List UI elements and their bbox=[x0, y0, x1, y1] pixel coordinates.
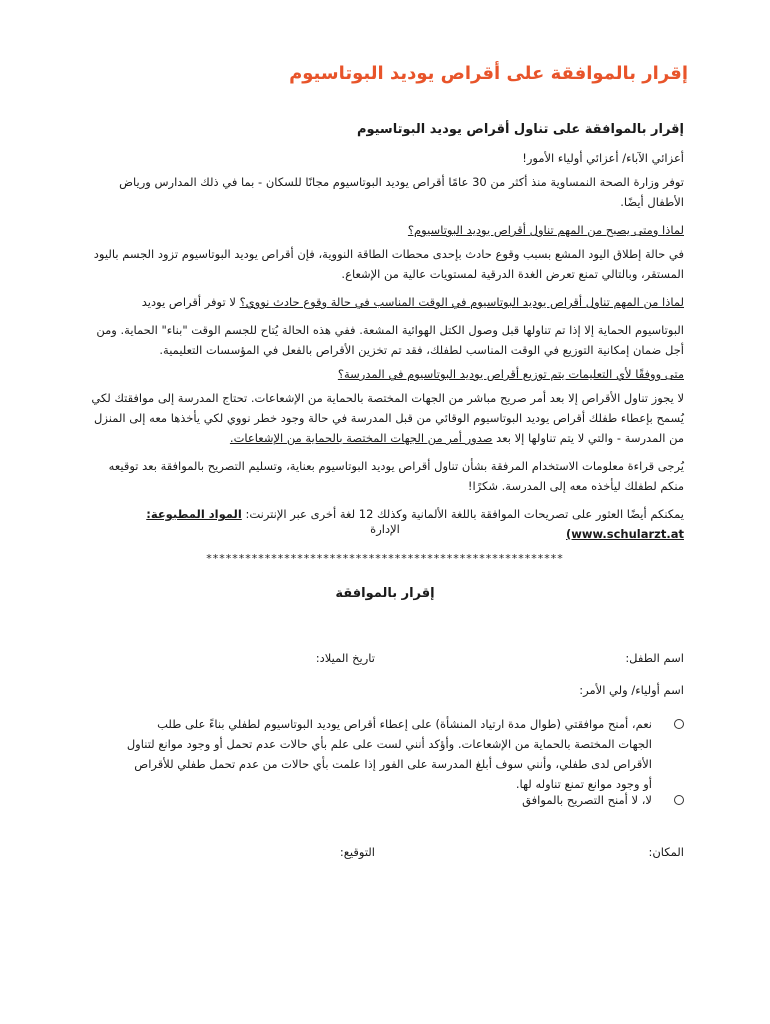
answer-3-text: لا يجوز تناول الأقراص إلا بعد أمر صريح مباشر من الجهات المختصة بالحماية من الإشعاعات. تحتاج المدرسة إلى موافقتك لكي يُسمح بإعطاء طفلك أقراص يوديد البوتاسيوم الوقائي من قبل المدرسة في حالة وجود خطر نووي لكي يأخذها معه إلى المنزل من المدرسة - والتي لا يتم تناولها إلا بعد bbox=[91, 391, 684, 445]
schularzt-link[interactable]: (www.schularzt.at bbox=[566, 527, 684, 541]
consent-yes-radio[interactable] bbox=[674, 719, 684, 729]
intro-paragraph: توفر وزارة الصحة النمساوية منذ أكثر من 30 عامًا أقراص يوديد البوتاسيوم مجانًا للسكان - بما في ذلك المدارس ورياض الأطفال أيضًا. bbox=[119, 175, 684, 209]
request-paragraph: يُرجى قراءة معلومات الاستخدام المرفقة بشأن تناول أقراص يوديد البوتاسيوم بعناية، وتسليم التصريح بالموافقة بعد توقيعه منكم لطفلك ليأخذه معه إلى المدرسة. شكرًا! bbox=[108, 459, 684, 493]
signature-label: التوقيع: bbox=[339, 845, 375, 859]
consent-yes-text: نعم، أمنح موافقتي (طوال مدة ارتياد المنشأة) على إعطاء أقراص يوديد البوتاسيوم لطفلي بناءً على طلب الجهات المختصة بالحماية من الإشعاعات. وأؤكد أنني لست على علم بأي حالات عدم تحمل أو وجود موانع لتناول الأقراص لدى طفلي، وأنني سوف أبلغ المدرسة على الفور إذا علمت بأي حالات من عدم تحمل طفلي للأقراص أو وجود موانع تمنع تناوله لها. bbox=[126, 717, 652, 791]
question-2-line bbox=[84, 292, 684, 312]
consent-yes-option[interactable] bbox=[84, 714, 684, 794]
online-text: يمكنكم أيضًا العثور على تصريحات الموافقة باللغة الألمانية وكذلك 12 لغة أخرى عبر الإنترنت: bbox=[241, 507, 684, 521]
place-label: المكان: bbox=[648, 845, 684, 859]
greeting: أعزائي الآباء/ أعزائي أولياء الأمور! bbox=[522, 151, 684, 165]
consent-no-text: لا، لا أمنح التصريح بالموافق bbox=[522, 793, 652, 807]
online-label: المواد المطبوعة: bbox=[146, 507, 242, 521]
administration-label: الإدارة bbox=[370, 522, 400, 536]
online-paragraph bbox=[84, 504, 684, 524]
consent-no-option[interactable] bbox=[84, 790, 684, 810]
question-3: متى ووفقًا لأي التعليمات يتم توزيع أقراص يوديد البوتاسيوم في المدرسة؟ bbox=[337, 367, 684, 381]
separator-line: ******************************************************* bbox=[206, 552, 564, 565]
consent-title: إقرار بالموافقة bbox=[335, 586, 435, 601]
question-2: لماذا من المهم تناول أقراص يوديد البوتاسيوم في الوقت المناسب في حالة وقوع حادث نووي؟ bbox=[239, 295, 684, 309]
question-1: لماذا ومتى يصبح من المهم تناول أقراص يوديد البوتاسيوم؟ bbox=[407, 223, 684, 237]
section-subtitle: إقرار بالموافقة على تناول أقراص يوديد البوتاسيوم bbox=[356, 122, 684, 137]
document-body bbox=[84, 120, 684, 544]
child-name-label: اسم الطفل: bbox=[625, 651, 684, 665]
answer-2: البوتاسيوم الحماية إلا إذا تم تناولها قبل وصول الكتل الهوائية المشعة. ففي هذه الحالة يُتاح للجسم الوقت "بناء" الحماية. ومن أجل ضمان إمكانية التوزيع في الوقت المناسب لطفلك، فقد تم تخزين الأقراص بالفعل في المؤسسات التعليمية. bbox=[96, 323, 684, 357]
answer-3-underlined: صدور أمر من الجهات المختصة بالحماية من الإشعاعات. bbox=[229, 431, 493, 445]
question-2-tail: لا توفر أقراص يوديد bbox=[141, 295, 240, 309]
answer-3 bbox=[84, 388, 684, 448]
answer-1: في حالة إطلاق اليود المشع بسبب وقوع حادث بإحدى محطات الطاقة النووية، فإن أقراص يوديد البوتاسيوم تزود الجسم باليود المستقر، وبالتالي تمنع تعرض الغدة الدرقية لمستويات عالية من الإشعاع. bbox=[93, 247, 684, 281]
guardian-name-label: اسم أولياء/ ولي الأمر: bbox=[579, 683, 684, 697]
birth-date-label: تاريخ الميلاد: bbox=[315, 651, 375, 665]
document-title: إقرار بالموافقة على أقراص يوديد البوتاسيوم bbox=[289, 63, 688, 84]
consent-no-radio[interactable] bbox=[674, 795, 684, 805]
